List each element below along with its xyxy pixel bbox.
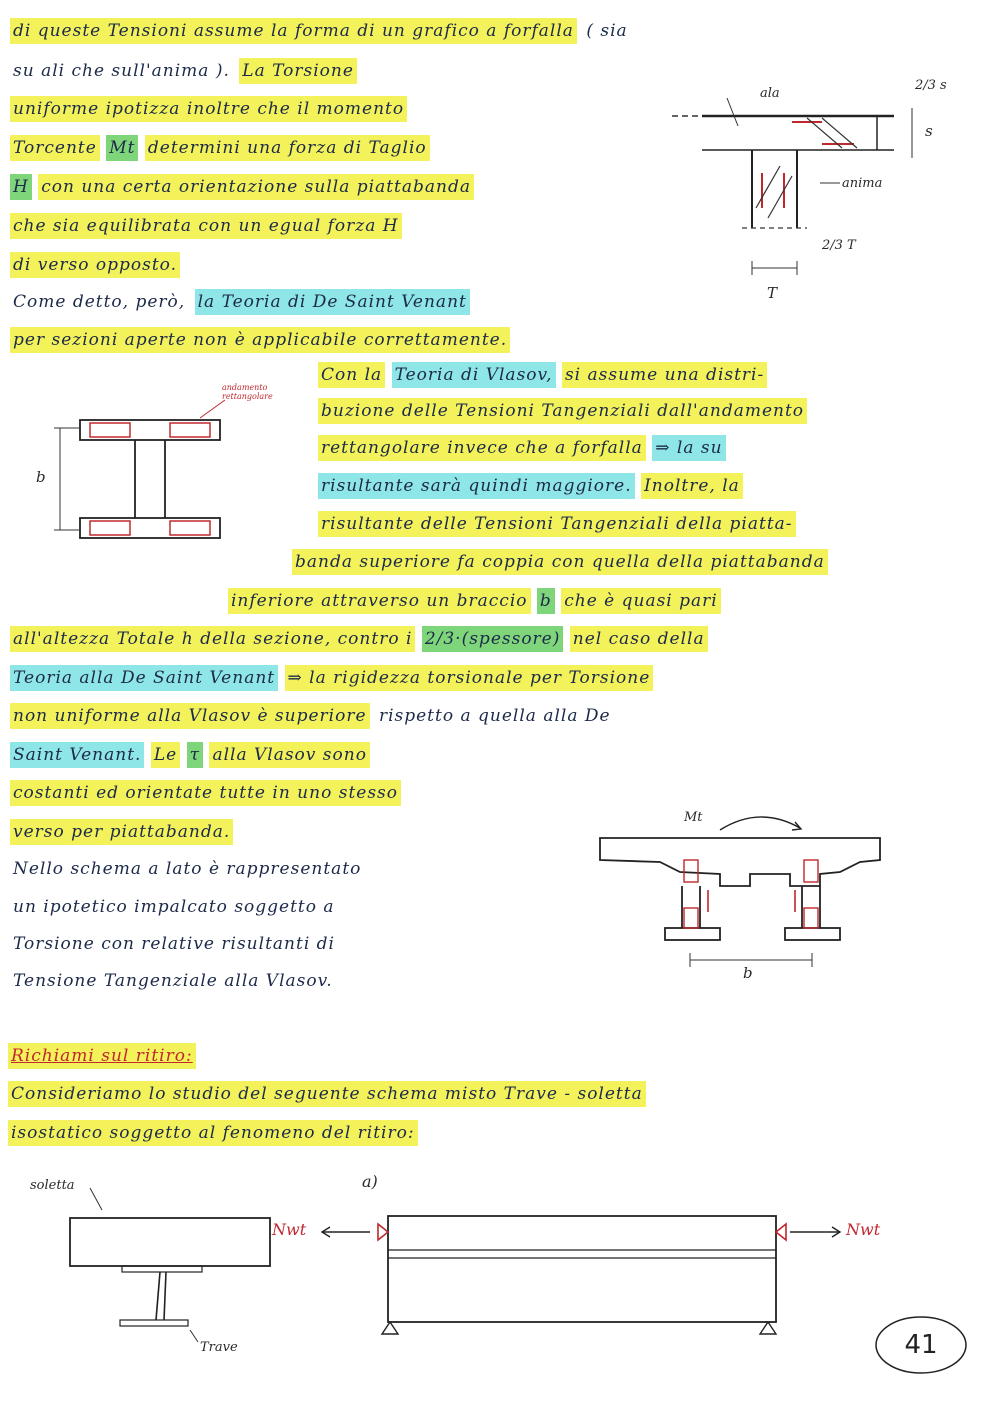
figure-composite-beam (40, 1170, 940, 1360)
line-17-green: 2/3·(spessore) (422, 626, 564, 652)
line-17-highlight-b: nel caso della (570, 626, 708, 652)
line-13-cyan: risultante sarà quindi maggiore. (318, 473, 635, 499)
figure-t-section (672, 78, 972, 298)
label-b-fig2: b (36, 468, 46, 486)
line-27-highlight: Consideriamo lo studio del seguente schema misto Trave - soletta (8, 1081, 646, 1107)
text-line-12 (318, 435, 726, 461)
line-20-highlight-b: alla Vlasov sono (209, 742, 370, 768)
line-11-highlight: buzione delle Tensioni Tangenziali dall'andamento (318, 398, 807, 424)
text-line-3 (10, 96, 407, 122)
text-line-4 (10, 135, 430, 161)
line-28-highlight: isostatico soggetto al fenomeno del ritiro: (8, 1120, 418, 1146)
text-line-13 (318, 473, 743, 499)
line-12-highlight: rettangolare invece che a forfalla (318, 435, 646, 461)
label-two-thirds-t: 2/3 T (822, 238, 856, 253)
label-andamento-rettangolare: andamento rettangolare (222, 383, 273, 401)
figure-i-beam (50, 408, 250, 548)
line-2-plain: su ali che sull'anima ). (13, 61, 230, 81)
label-t: T (767, 284, 778, 302)
text-line-23 (10, 856, 364, 882)
line-26-plain: Tensione Tangenziale alla Vlasov. (13, 971, 333, 991)
line-13-highlight: Inoltre, la (641, 473, 743, 499)
text-line-24 (10, 894, 338, 920)
text-line-10 (318, 362, 767, 388)
line-10-cyan: Teoria di Vlasov, (392, 362, 556, 388)
line-25-plain: Torsione con relative risultanti di (13, 934, 335, 954)
line-19-highlight: non uniforme alla Vlasov è superiore (10, 703, 370, 729)
text-line-15 (292, 549, 828, 575)
text-line-17 (10, 626, 708, 652)
text-line-27 (8, 1081, 646, 1107)
text-line-20 (10, 742, 370, 768)
line-8-plain: Come detto, però, (13, 292, 186, 312)
line-15-highlight: banda superiore fa coppia con quella della piattabanda (292, 549, 828, 575)
text-line-5 (10, 174, 474, 200)
text-line-16 (228, 588, 721, 614)
line-1-plain: ( sia (586, 21, 628, 41)
text-line-21 (10, 780, 401, 806)
label-ala: ala (760, 86, 780, 101)
text-line-1 (10, 18, 631, 44)
line-3-highlight: uniforme ipotizza inoltre che il momento (10, 96, 407, 122)
text-line-22 (10, 819, 233, 845)
section-heading (8, 1043, 196, 1069)
line-10-highlight-a: Con la (318, 362, 385, 388)
line-23-plain: Nello schema a lato è rappresentato (13, 859, 362, 879)
line-14-highlight: risultante delle Tensioni Tangenziali della piatta- (318, 511, 796, 537)
line-22-highlight: verso per piattabanda. (10, 819, 233, 845)
line-8-cyan: la Teoria di De Saint Venant (195, 289, 470, 315)
line-2-highlight: La Torsione (239, 58, 357, 84)
line-18-cyan: Teoria alla De Saint Venant (10, 665, 278, 691)
text-line-26 (10, 968, 336, 994)
text-line-2 (10, 58, 357, 84)
label-n-left: Nwt (272, 1220, 307, 1239)
line-4-green-mt: Mt (106, 135, 138, 161)
heading-ritiro: Richiami sul ritiro: (8, 1043, 196, 1069)
page-number (873, 1314, 969, 1376)
line-17-highlight-a: all'altezza Totale h della sezione, contro i (10, 626, 415, 652)
line-16-green-b: b (537, 588, 555, 614)
label-two-thirds-s: 2/3 s (915, 78, 947, 93)
label-anima: anima (842, 176, 883, 191)
text-line-7 (10, 252, 180, 278)
label-mt: Mt (684, 810, 703, 825)
line-4-highlight-b: determini una forza di Taglio (145, 135, 430, 161)
line-4-highlight-a: Torcente (10, 135, 100, 161)
text-line-6 (10, 213, 402, 239)
line-7-highlight: di verso opposto. (10, 252, 180, 278)
text-line-19 (10, 703, 614, 729)
line-19-plain: rispetto a quella alla De (378, 706, 611, 726)
label-trave: Trave (200, 1340, 238, 1355)
line-12-cyan: ⇒ la su (652, 435, 725, 461)
line-24-plain: un ipotetico impalcato soggetto a (13, 897, 335, 917)
page-number-text: 41 (904, 1330, 938, 1360)
line-20-green-tau: τ (187, 742, 203, 768)
line-16-highlight-b: che è quasi pari (561, 588, 721, 614)
line-10-highlight-b: si assume una distri- (562, 362, 767, 388)
text-line-14 (318, 511, 796, 537)
line-20-highlight-a: Le (151, 742, 180, 768)
line-6-highlight: che sia equilibrata con un egual forza H (10, 213, 402, 239)
label-n-right: Nwt (846, 1220, 881, 1239)
line-21-highlight: costanti ed orientate tutte in uno stesso (10, 780, 401, 806)
text-line-25 (10, 931, 338, 957)
text-line-11 (318, 398, 807, 424)
line-20-cyan: Saint Venant. (10, 742, 144, 768)
line-5-highlight: con una certa orientazione sulla piattabanda (38, 174, 474, 200)
text-line-8 (10, 289, 470, 315)
label-b-fig3: b (743, 964, 753, 982)
label-a: a) (362, 1172, 378, 1191)
label-soletta: soletta (30, 1178, 75, 1193)
label-s: s (925, 122, 933, 140)
line-18-highlight: ⇒ la rigidezza torsionale per Torsione (285, 665, 654, 691)
line-16-highlight-a: inferiore attraverso un braccio (228, 588, 531, 614)
line-5-green-h: H (10, 174, 32, 200)
line-1-highlight: di queste Tensioni assume la forma di un grafico a forfalla (10, 18, 577, 44)
line-9-highlight: per sezioni aperte non è applicabile correttamente. (10, 327, 510, 353)
text-line-18 (10, 665, 653, 691)
text-line-28 (8, 1120, 418, 1146)
text-line-9 (10, 327, 510, 353)
figure-bridge-deck (590, 800, 890, 980)
